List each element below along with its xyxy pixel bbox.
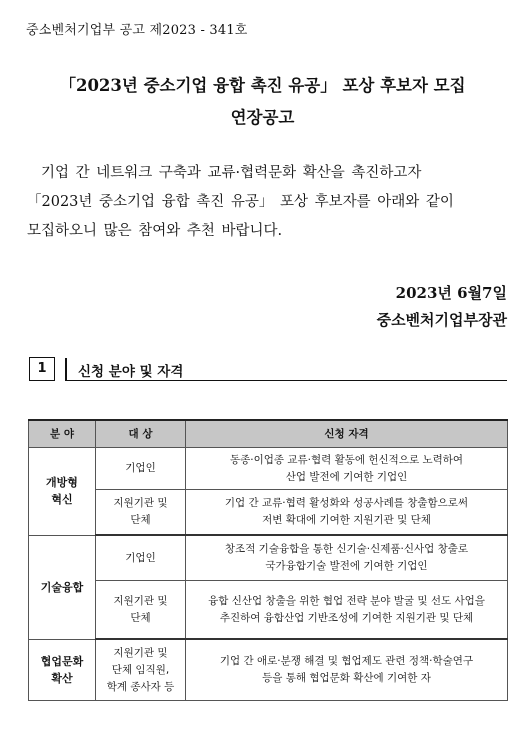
document-title: 「2023년 중소기업 융합 촉진 유공」 포상 후보자 모집 bbox=[59, 76, 466, 95]
qualification-cell: 기업 간 애로·분쟁 해결 및 협업제도 관련 정책·학술연구 등을 통해 협업문화 확산에 기여한 자 bbox=[186, 639, 508, 701]
table-row bbox=[29, 448, 508, 490]
field-cell: 개방형 혁신 bbox=[29, 448, 96, 536]
table-row bbox=[29, 490, 508, 536]
header-target: 대 상 bbox=[96, 420, 186, 448]
qualification-cell: 기업 간 교류·협력 활성화와 성공사례를 창출함으로써 저변 확대에 기여한 지원기관 및 단체 bbox=[186, 490, 508, 536]
target-cell: 기업인 bbox=[96, 535, 186, 581]
body-line: 모집하오니 많은 참여와 추천 바랍니다. bbox=[27, 223, 283, 239]
field-cell: 기술융합 bbox=[29, 535, 96, 639]
target-cell: 지원기관 및 단체 임직원, 학계 종사자 등 bbox=[96, 639, 186, 701]
body-line: 기업 간 네트워크 구축과 교류·협력문화 확산을 촉진하고자 bbox=[41, 165, 422, 181]
table-row bbox=[29, 535, 508, 581]
announcement-body bbox=[27, 159, 505, 246]
section-underline bbox=[65, 380, 507, 381]
announcement-date: 2023년 6월7일 bbox=[395, 284, 507, 302]
section-number: 1 bbox=[29, 357, 55, 381]
table-row bbox=[29, 581, 508, 640]
qualification-cell: 창조적 기술융합을 통한 신기술·신제품·신사업 창출로 국가융합기술 발전에 기여한 기업인 bbox=[186, 535, 508, 581]
section-title: 신청 분야 및 자격 bbox=[78, 364, 184, 380]
target-cell: 지원기관 및 단체 bbox=[96, 490, 186, 536]
header-qualification: 신청 자격 bbox=[186, 420, 508, 448]
body-line: 「2023년 중소기업 융합 촉진 유공」 포상 후보자를 아래와 같이 bbox=[27, 194, 454, 210]
qualification-cell: 융합 신산업 창출을 위한 협업 전략 분야 발굴 및 선도 사업을 추진하여 융합산업 기반조성에 기여한 지원기관 및 단체 bbox=[186, 581, 508, 640]
issuing-authority: 중소벤처기업부장관 bbox=[376, 311, 507, 329]
section-heading bbox=[29, 357, 507, 381]
eligibility-table bbox=[28, 419, 508, 701]
field-cell: 협업문화 확산 bbox=[29, 639, 96, 701]
header-field: 분 야 bbox=[29, 420, 96, 448]
table-header-row bbox=[29, 420, 508, 448]
document-subtitle: 연장공고 bbox=[230, 108, 295, 127]
target-cell: 지원기관 및 단체 bbox=[96, 581, 186, 640]
qualification-cell: 동종·이업종 교류·협력 활동에 헌신적으로 노력하여 산업 발전에 기여한 기업인 bbox=[186, 448, 508, 490]
notice-number: 중소벤처기업부 공고 제2023 - 341호 bbox=[26, 23, 248, 38]
table-row bbox=[29, 639, 508, 701]
target-cell: 기업인 bbox=[96, 448, 186, 490]
section-divider bbox=[65, 358, 67, 380]
